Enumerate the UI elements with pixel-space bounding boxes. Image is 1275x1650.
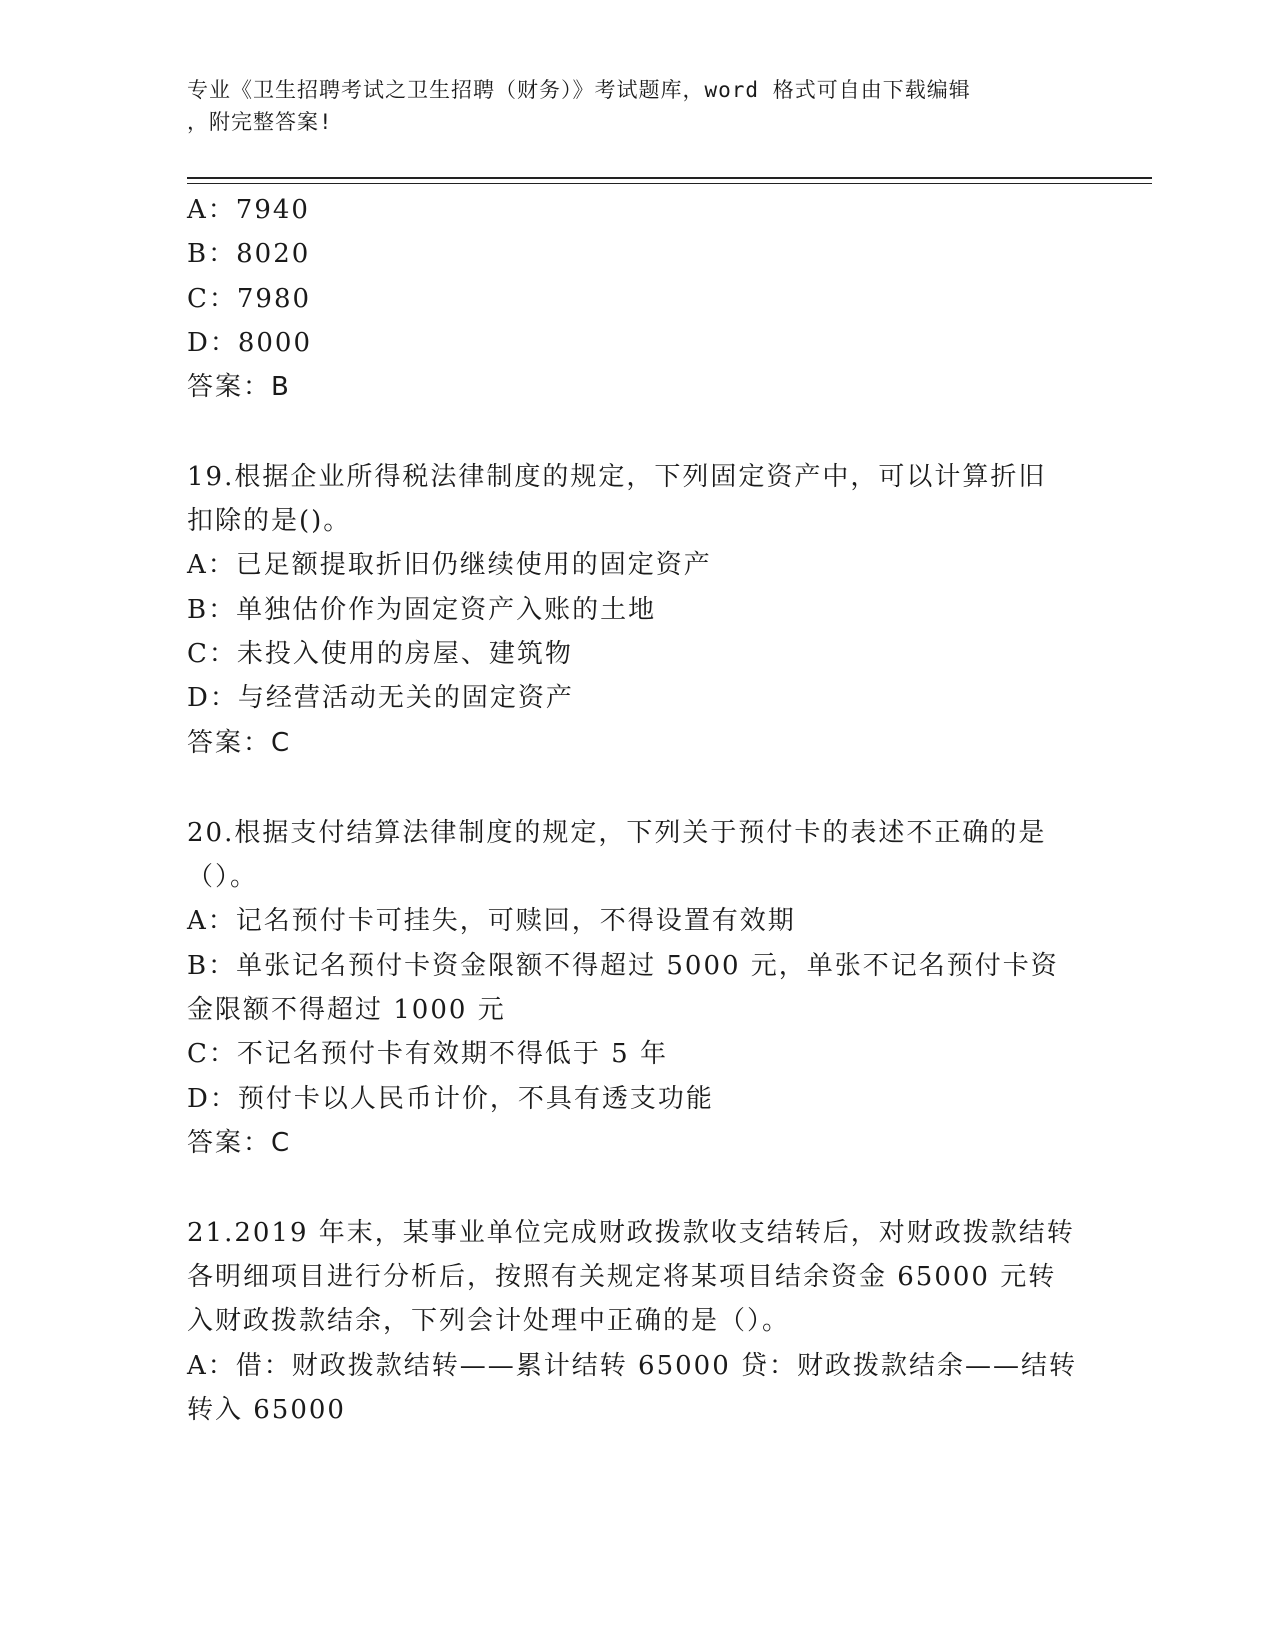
q19-answer: 答案：C xyxy=(187,728,292,758)
q19-option-a: A：已足额提取折旧仍继续使用的固定资产 xyxy=(187,550,712,580)
q20-option-a: A：记名预付卡可挂失，可赎回，不得设置有效期 xyxy=(187,906,796,936)
document-header xyxy=(187,74,1067,138)
q18-answer: 答案：B xyxy=(187,372,291,402)
q18-option-c: C：7980 xyxy=(187,284,312,314)
q20-stem-line-2: （）。 xyxy=(187,862,259,892)
header-line-1: 专业《卫生招聘考试之卫生招聘（财务）》考试题库，word 格式可自由下载编辑 xyxy=(187,78,971,102)
q21-stem-line-2: 各明细项目进行分析后，按照有关规定将某项目结余资金 65000 元转 xyxy=(187,1262,1057,1292)
q20-option-c: C：不记名预付卡有效期不得低于 5 年 xyxy=(187,1039,668,1069)
q19-stem-line-1: 19.根据企业所得税法律制度的规定，下列固定资产中，可以计算折旧 xyxy=(187,462,1047,492)
q20-option-b-cont: 金限额不得超过 1000 元 xyxy=(187,995,506,1025)
q19-option-c: C：未投入使用的房屋、建筑物 xyxy=(187,639,573,669)
q18-option-a: A：7940 xyxy=(187,195,310,225)
q21-stem-line-1: 21.2019 年末，某事业单位完成财政拨款收支结转后，对财政拨款结转 xyxy=(187,1218,1075,1248)
header-divider xyxy=(187,177,1152,179)
q19-stem-line-2: 扣除的是()。 xyxy=(187,506,352,536)
header-divider-thin xyxy=(187,183,1152,184)
q18-option-d: D：8000 xyxy=(187,328,313,358)
q20-option-d: D：预付卡以人民币计价，不具有透支功能 xyxy=(187,1084,714,1114)
header-line-2: ，附完整答案! xyxy=(187,110,333,134)
q18-option-b: B：8020 xyxy=(187,239,311,269)
q21-option-a-cont: 转入 65000 xyxy=(187,1395,346,1425)
q20-stem-line-1: 20.根据支付结算法律制度的规定，下列关于预付卡的表述不正确的是 xyxy=(187,818,1047,848)
q20-answer: 答案：C xyxy=(187,1128,292,1158)
q21-stem-line-3: 入财政拨款结余，下列会计处理中正确的是（）。 xyxy=(187,1306,791,1336)
q21-option-a: A：借：财政拨款结转——累计结转 65000 贷：财政拨款结余——结转 xyxy=(187,1351,1078,1381)
q20-option-b: B：单张记名预付卡资金限额不得超过 5000 元，单张不记名预付卡资 xyxy=(187,951,1059,981)
q19-option-b: B：单独估价作为固定资产入账的土地 xyxy=(187,595,657,625)
q19-option-d: D：与经营活动无关的固定资产 xyxy=(187,683,574,713)
